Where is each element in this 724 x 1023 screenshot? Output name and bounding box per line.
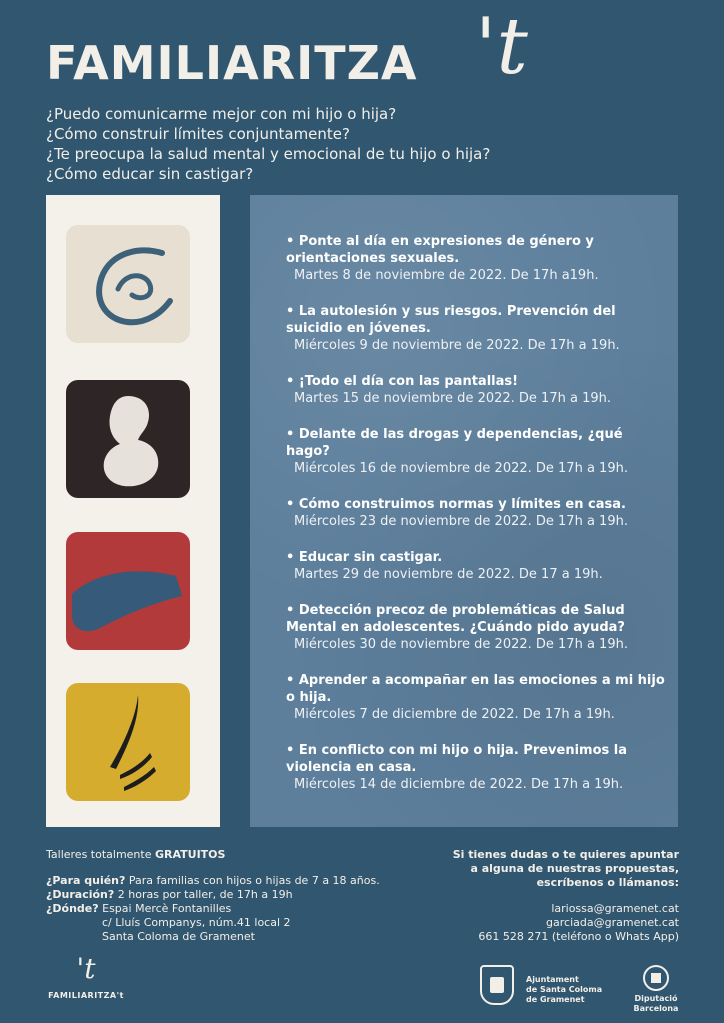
session-title: • Aprender a acompañar en las emociones a mi hijo o hija. — [286, 673, 665, 705]
audience-line — [46, 874, 426, 888]
session-title: • Ponte al día en expresiones de género y orientaciones sexuales. — [286, 234, 594, 266]
contact-intro: Si tienes dudas o te quieres apuntar — [452, 848, 679, 861]
contact-intro: escríbenos o llámanos: — [536, 876, 679, 889]
brushstroke-artwork — [66, 532, 190, 650]
session-title: • Delante de las drogas y dependencias, ¿qué hago? — [286, 427, 623, 459]
session-date: Martes 8 de noviembre de 2022. De 17h a19h. — [294, 268, 599, 283]
logo-wordmark: FAMILIARITZA't — [48, 991, 124, 1000]
ajuntament-line: Ajuntament — [526, 975, 579, 984]
duration-line — [46, 888, 426, 902]
diputacio-line: Diputació — [634, 994, 678, 1003]
diputacio-line: Barcelona — [633, 1004, 679, 1013]
silhouette-artwork — [66, 380, 190, 498]
duration-value: 2 horas por taller, de 17h a 19h — [114, 888, 293, 901]
session-list — [286, 233, 666, 812]
session-date: Miércoles 30 de noviembre de 2022. De 17h a 19h. — [294, 637, 628, 652]
ajuntament-text — [526, 975, 602, 1005]
diputacio-text — [626, 994, 686, 1014]
session-item — [286, 426, 666, 477]
email-link[interactable]: lariossa@gramenet.cat — [551, 902, 679, 915]
title-mark: 't — [475, 2, 528, 92]
location-value: Espai Mercè Fontanilles — [98, 902, 232, 915]
sessions-panel — [250, 195, 678, 827]
ajuntament-line: de Gramenet — [526, 995, 585, 1004]
session-date: Martes 29 de noviembre de 2022. De 17 a 19h. — [294, 567, 603, 582]
audience-value: Para familias con hijos o hijas de 7 a 18 años. — [125, 874, 380, 887]
diputacio-logo — [626, 965, 686, 1011]
session-title: • La autolesión y sus riesgos. Prevención del suicidio en jóvenes. — [286, 304, 616, 336]
session-title: • Cómo construimos normas y límites en casa. — [286, 497, 626, 512]
session-item — [286, 742, 666, 793]
intro-questions — [46, 104, 686, 184]
ajuntament-logo — [480, 965, 610, 1005]
crest-icon — [480, 965, 514, 1005]
logo-mark: 't — [76, 952, 96, 985]
question: ¿Cómo educar sin castigar? — [46, 165, 254, 183]
session-title: • Detección precoz de problemáticas de Salud Mental en adolescentes. ¿Cuándo pido ayuda? — [286, 603, 625, 635]
session-item — [286, 549, 666, 583]
city-line: Santa Coloma de Gramenet — [102, 930, 255, 943]
session-item — [286, 233, 666, 284]
contact-intro: a alguna de nuestras propuestas, — [470, 862, 679, 875]
session-date: Miércoles 23 de noviembre de 2022. De 17h a 19h. — [294, 514, 628, 529]
session-item — [286, 496, 666, 530]
question: ¿Cómo construir límites conjuntamente? — [46, 125, 350, 143]
session-item — [286, 303, 666, 354]
workshop-info — [46, 848, 426, 944]
session-date: Miércoles 16 de noviembre de 2022. De 17h a 19h. — [294, 461, 628, 476]
location-label: ¿Dónde? — [46, 902, 99, 915]
question: ¿Puedo comunicarme mejor con mi hijo o hija? — [46, 105, 397, 123]
familiaritza-logo — [46, 952, 126, 1000]
session-date: Miércoles 14 de diciembre de 2022. De 17h a 19h. — [294, 777, 624, 792]
poster-title: FAMILIARITZA — [46, 36, 418, 90]
session-title: • ¡Todo el día con las pantallas! — [286, 374, 519, 389]
audience-label: ¿Para quién? — [46, 874, 126, 887]
phone-number[interactable]: 661 528 271 (teléfono o Whats App) — [478, 930, 679, 943]
swirl-artwork — [66, 225, 190, 343]
free-word: GRATUITOS — [154, 848, 226, 861]
session-item — [286, 672, 666, 723]
session-date: Miércoles 9 de noviembre de 2022. De 17h a 19h. — [294, 338, 620, 353]
session-date: Martes 15 de noviembre de 2022. De 17h a 19h. — [294, 391, 611, 406]
contact-info — [420, 848, 679, 944]
question: ¿Te preocupa la salud mental y emocional de tu hijo o hija? — [46, 145, 491, 163]
location-line — [46, 902, 426, 916]
diputacio-emblem-icon — [643, 965, 669, 991]
session-item — [286, 602, 666, 653]
session-title: • En conflicto con mi hijo o hija. Prevenimos la violencia en casa. — [286, 743, 628, 775]
address-line: c/ Lluís Companys, núm.41 local 2 — [102, 916, 291, 929]
session-date: Miércoles 7 de diciembre de 2022. De 17h a 19h. — [294, 707, 615, 722]
free-note — [46, 848, 426, 862]
email-link[interactable]: garciada@gramenet.cat — [546, 916, 679, 929]
ajuntament-line: de Santa Coloma — [526, 985, 603, 994]
free-note-prefix: Talleres totalmente — [46, 848, 155, 861]
session-title: • Educar sin castigar. — [286, 550, 443, 565]
duration-label: ¿Duración? — [46, 888, 115, 901]
art-panel — [46, 195, 220, 827]
session-item — [286, 373, 666, 407]
ink-stroke-artwork — [66, 683, 190, 801]
